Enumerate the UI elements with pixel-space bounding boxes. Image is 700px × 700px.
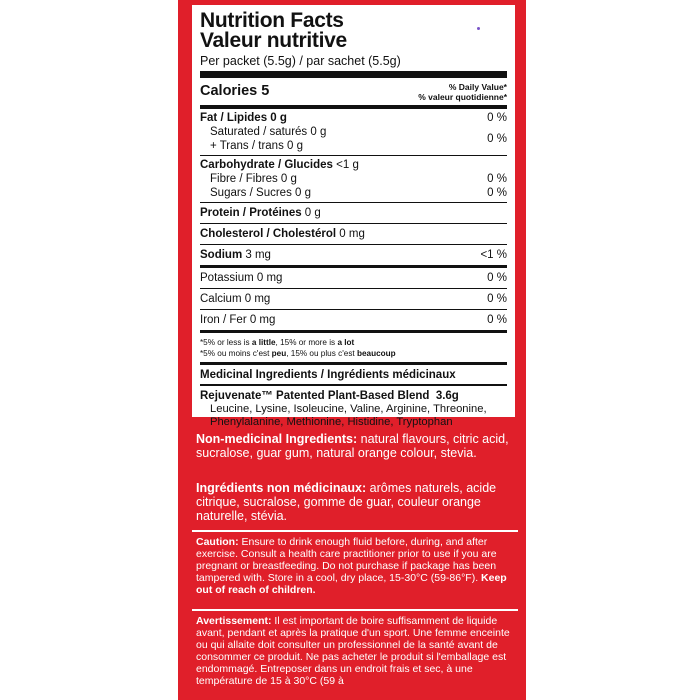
daily-value-header bbox=[418, 82, 507, 102]
caution-label: Caution: bbox=[196, 536, 239, 548]
serving-size: Per packet (5.5g) / par sachet (5.5g) bbox=[200, 54, 507, 78]
cholesterol-value: 0 mg bbox=[336, 228, 365, 240]
non-medicinal-french bbox=[196, 481, 518, 523]
footnote-french: *5% ou moins c'est peu, 15% ou plus c'est beaucoup bbox=[200, 349, 396, 358]
carbohydrate-row bbox=[200, 158, 507, 172]
white-divider-1 bbox=[192, 530, 518, 532]
non-medicinal-en-label: Non-medicinal Ingredients: bbox=[196, 432, 358, 446]
calcium-label: Calcium 0 mg bbox=[200, 293, 271, 305]
saturated-label: Saturated / saturés 0 g bbox=[210, 126, 327, 138]
calcium-pct: 0 % bbox=[487, 293, 507, 305]
fat-row bbox=[200, 111, 507, 125]
protein-label: Protein / Protéines bbox=[200, 207, 302, 219]
fat-pct: 0 % bbox=[487, 112, 507, 124]
sat-trans-group bbox=[200, 125, 507, 153]
sodium-pct: <1 % bbox=[480, 249, 507, 261]
sat-trans-pct: 0 % bbox=[487, 133, 507, 145]
cholesterol-label: Cholesterol / Cholestérol bbox=[200, 228, 337, 240]
iron-pct: 0 % bbox=[487, 314, 507, 326]
fibre-label: Fibre / Fibres 0 g bbox=[210, 173, 297, 185]
iron-label: Iron / Fer 0 mg bbox=[200, 314, 276, 326]
saturated-row bbox=[200, 125, 326, 139]
carbohydrate-label: Carbohydrate / Glucides bbox=[200, 159, 333, 171]
footnote bbox=[200, 333, 507, 365]
potassium-label: Potassium 0 mg bbox=[200, 272, 283, 284]
title-french: Valeur nutritive bbox=[200, 29, 347, 52]
avertissement-label: Avertissement: bbox=[196, 615, 272, 627]
sugars-row bbox=[200, 186, 507, 200]
title-english: Nutrition Facts bbox=[200, 9, 344, 32]
white-divider-2 bbox=[192, 609, 518, 611]
carbohydrate-value: <1 g bbox=[332, 159, 359, 171]
blend-line-2: Phenylalanine, Methionine, Histidine, Tryptophan bbox=[210, 416, 453, 428]
cholesterol-row bbox=[200, 224, 507, 245]
nutrition-facts-panel bbox=[192, 5, 515, 428]
protein-row bbox=[200, 203, 507, 224]
calories-row bbox=[200, 78, 507, 109]
blend-line-1: Leucine, Lysine, Isoleucine, Valine, Arginine, Threonine, bbox=[210, 403, 487, 415]
caution-text: Ensure to drink enough fluid before, during, and after exercise. Consult a health care practitioner prior to use if you are pregnant or breastfeeding. Do not purchase if package has been tampered with. Store in a cool, dry place, 15-30°C (59-86°F). bbox=[196, 536, 497, 584]
avertissement-text: Il est important de boire suffisamment de liquide avant, pendant et après la pratique d'un sport. Une femme enceinte ou qui allaite doit consulter un professionnel de la santé avant de consommer ce produit. Ne pas acheter le produit si l'emballage est endommagé. Entreposer dans un endroit frais et sec, à une température de 15 à 30°C (59 à bbox=[196, 615, 510, 687]
sodium-value: 3 mg bbox=[242, 249, 271, 261]
non-medicinal-fr-label: Ingrédients non médicinaux: bbox=[196, 481, 367, 495]
blend-amino-acids bbox=[200, 403, 507, 429]
potassium-pct: 0 % bbox=[487, 272, 507, 284]
sodium-label: Sodium bbox=[200, 249, 243, 261]
iron-row bbox=[200, 310, 507, 333]
sugars-label: Sugars / Sucres 0 g bbox=[210, 187, 311, 199]
fibre-row bbox=[200, 172, 507, 186]
calcium-row bbox=[200, 289, 507, 310]
sodium-row bbox=[200, 245, 507, 268]
caution-bold-end: Keep out of reach of children. bbox=[196, 572, 507, 596]
protein-value: 0 g bbox=[301, 207, 321, 219]
fat-block bbox=[200, 109, 507, 156]
fat-label: Fat / Lipides 0 g bbox=[200, 112, 287, 124]
fibre-pct: 0 % bbox=[487, 173, 507, 185]
avertissement-french bbox=[196, 615, 518, 687]
blend-title bbox=[200, 390, 507, 402]
caution-english bbox=[196, 536, 518, 596]
ink-speck bbox=[477, 27, 480, 30]
blend-amount: 3.6g bbox=[435, 390, 459, 402]
calories: Calories 5 bbox=[200, 83, 270, 99]
non-medicinal-fr-text: arômes naturels, acide citrique, sucralose, gomme de guar, couleur orange naturelle, stévia. bbox=[196, 481, 497, 523]
non-medicinal-english bbox=[196, 432, 518, 460]
daily-value-fr: % valeur quotidienne* bbox=[418, 92, 507, 102]
medicinal-ingredients-title: Medicinal Ingredients / Ingrédients médicinaux bbox=[200, 365, 507, 386]
daily-value-en: % Daily Value* bbox=[448, 82, 507, 92]
carbohydrate-block bbox=[200, 156, 507, 203]
trans-row bbox=[200, 139, 326, 153]
trans-label: + Trans / trans 0 g bbox=[210, 140, 304, 152]
footnote-english: *5% or less is a little, 15% or more is a lot bbox=[200, 338, 355, 347]
potassium-row bbox=[200, 268, 507, 289]
non-medicinal-en-text: natural flavours, citric acid, sucralose, guar gum, natural orange colour, stevia. bbox=[196, 432, 509, 460]
sugars-pct: 0 % bbox=[487, 187, 507, 199]
blend-name: Rejuvenate™ Patented Plant-Based Blend bbox=[200, 390, 430, 402]
